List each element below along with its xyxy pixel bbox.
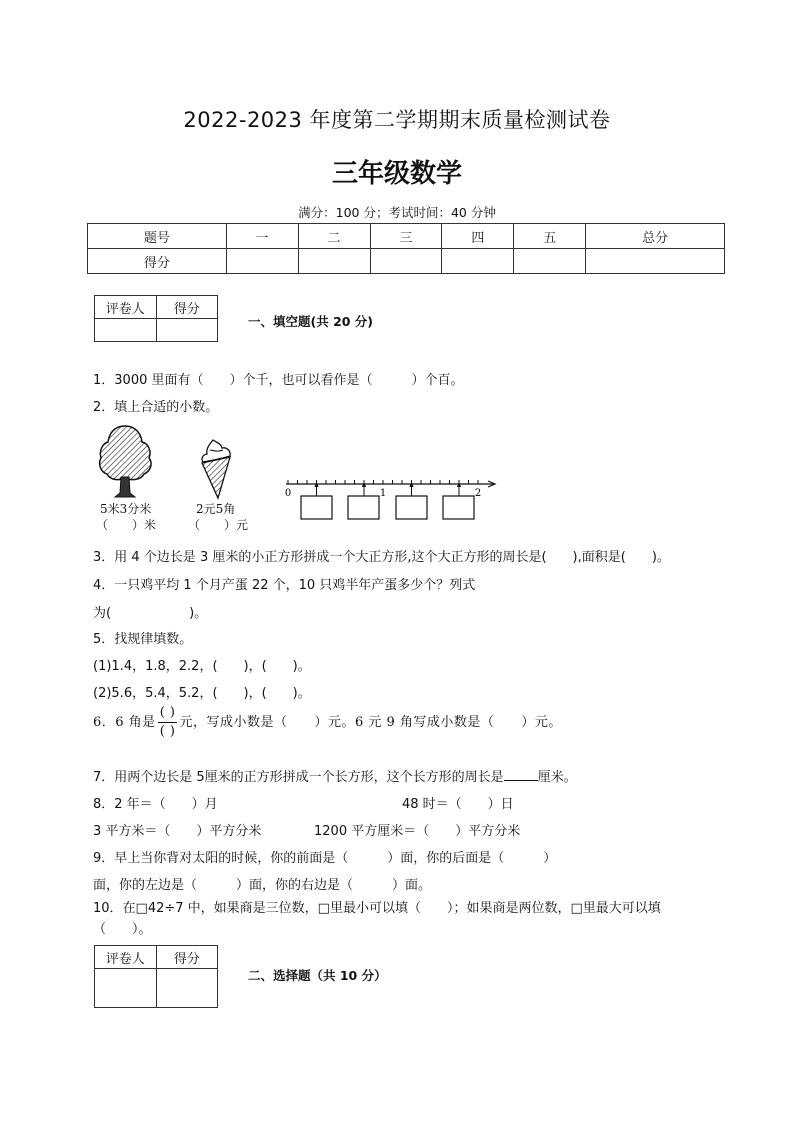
score-entry-cell[interactable] [298,249,370,274]
tree-icon [96,423,154,499]
answer-box[interactable] [443,496,474,519]
tree-answer: （ ）米 [96,518,157,532]
question-7-prefix: 7．用两个边长是 5厘米的正方形拼成一个长方形，这个长方形的周长是 [93,770,504,785]
score-cell: 一 [226,224,298,249]
score-entry-cell[interactable] [442,249,514,274]
subject-title: 三年级数学 [331,159,462,189]
question-9-line1: 9．早上当你背对太阳的时候，你的前面是（ ）面，你的后面是（ ） [93,851,557,866]
score-cell: 得分 [88,249,227,274]
grader-table [94,295,218,342]
question-5-part2: (2)5.6，5.4，5.2，( )，( )。 [93,686,311,701]
question-6-prefix: 6．6 角是 [93,715,156,730]
grader-entry-cell[interactable] [95,319,157,342]
answer-box[interactable] [348,496,379,519]
fraction-numerator: ( ) [158,704,178,723]
answer-blank[interactable] [504,768,538,781]
tick-label: 2 [474,488,482,499]
question-6-suffix: 元，写成小数是（ ）元。6 元 9 角写成小数是（ ）元。 [179,715,562,730]
question-4-line1: 4．一只鸡平均 1 个月产蛋 22 个，10 只鸡半年产蛋多少个？列式 [93,578,476,593]
question-10-line1: 10．在□42÷7 中，如果商是三位数，□里最小可以填（ ）；如果商是两位数，□里最大可以填 [93,901,661,916]
question-5-part1: (1)1.4，1.8，2.2，( )，( )。 [93,659,311,674]
question-1: 1．3000 里面有（ ）个千，也可以看作是（ ）个百。 [93,373,464,388]
ice-cream-answer: （ ）元 [188,518,249,532]
question-10-line2: （ ）。 [93,922,152,937]
grader-score-label: 得分 [156,296,218,319]
number-line [278,476,502,522]
question-6 [93,704,562,741]
question-7 [93,766,577,785]
score-table-score-row [88,249,725,274]
score-entry-cell[interactable] [514,249,586,274]
grader-label: 评卷人 [95,296,157,319]
question-9-line2: 面，你的左边是（ ）面，你的右边是（ ）面。 [93,878,432,893]
tick-label: 0 [284,488,292,499]
grader-entry-cell[interactable] [156,319,218,342]
question-8-part3: 3 平方米＝（ ）平方分米 [93,824,262,839]
section-title: 一、填空题(共 20 分) [248,314,374,329]
grader-label: 评卷人 [95,946,157,969]
score-table [87,223,725,274]
score-entry-cell[interactable] [586,249,725,274]
tree-label: 5米3分米 [100,502,152,516]
score-cell: 二 [298,224,370,249]
tick-label: 1 [379,488,387,499]
question-8-part2: 48 时＝（ ）日 [402,797,514,812]
answer-box[interactable] [301,496,332,519]
page-title: 2022-2023 年度第二学期期末质量检测试卷 [183,108,611,132]
score-table-header-row [88,224,725,249]
score-cell: 总分 [586,224,725,249]
score-cell: 题号 [88,224,227,249]
grader-table [94,945,218,1008]
score-cell: 三 [370,224,442,249]
ice-cream-icon [196,438,236,500]
grader-entry-cell[interactable] [95,969,157,1008]
question-8-part1: 8．2 年＝（ ）月 [93,797,218,812]
ice-cream-label: 2元5角 [196,502,236,516]
score-cell: 五 [514,224,586,249]
question-8-part4: 1200 平方厘米＝（ ）平方分米 [314,824,521,839]
exam-info: 满分：100 分；考试时间：40 分钟 [298,205,496,220]
score-cell: 四 [442,224,514,249]
section-title: 二、选择题（共 10 分） [248,968,387,983]
score-entry-cell[interactable] [370,249,442,274]
question-5: 5．找规律填数。 [93,632,193,647]
question-7-suffix: 厘米。 [537,770,577,785]
answer-box[interactable] [396,496,427,519]
question-2: 2．填上合适的小数。 [93,400,219,415]
fraction [158,704,178,741]
grader-score-label: 得分 [156,946,218,969]
fraction-denominator: ( ) [159,724,176,739]
question-3: 3．用 4 个边长是 3 厘米的小正方形拼成一个大正方形,这个大正方形的周长是( ),面积是( )。 [93,550,670,565]
score-entry-cell[interactable] [226,249,298,274]
question-4-line2: 为( )。 [93,606,208,621]
grader-entry-cell[interactable] [156,969,218,1008]
